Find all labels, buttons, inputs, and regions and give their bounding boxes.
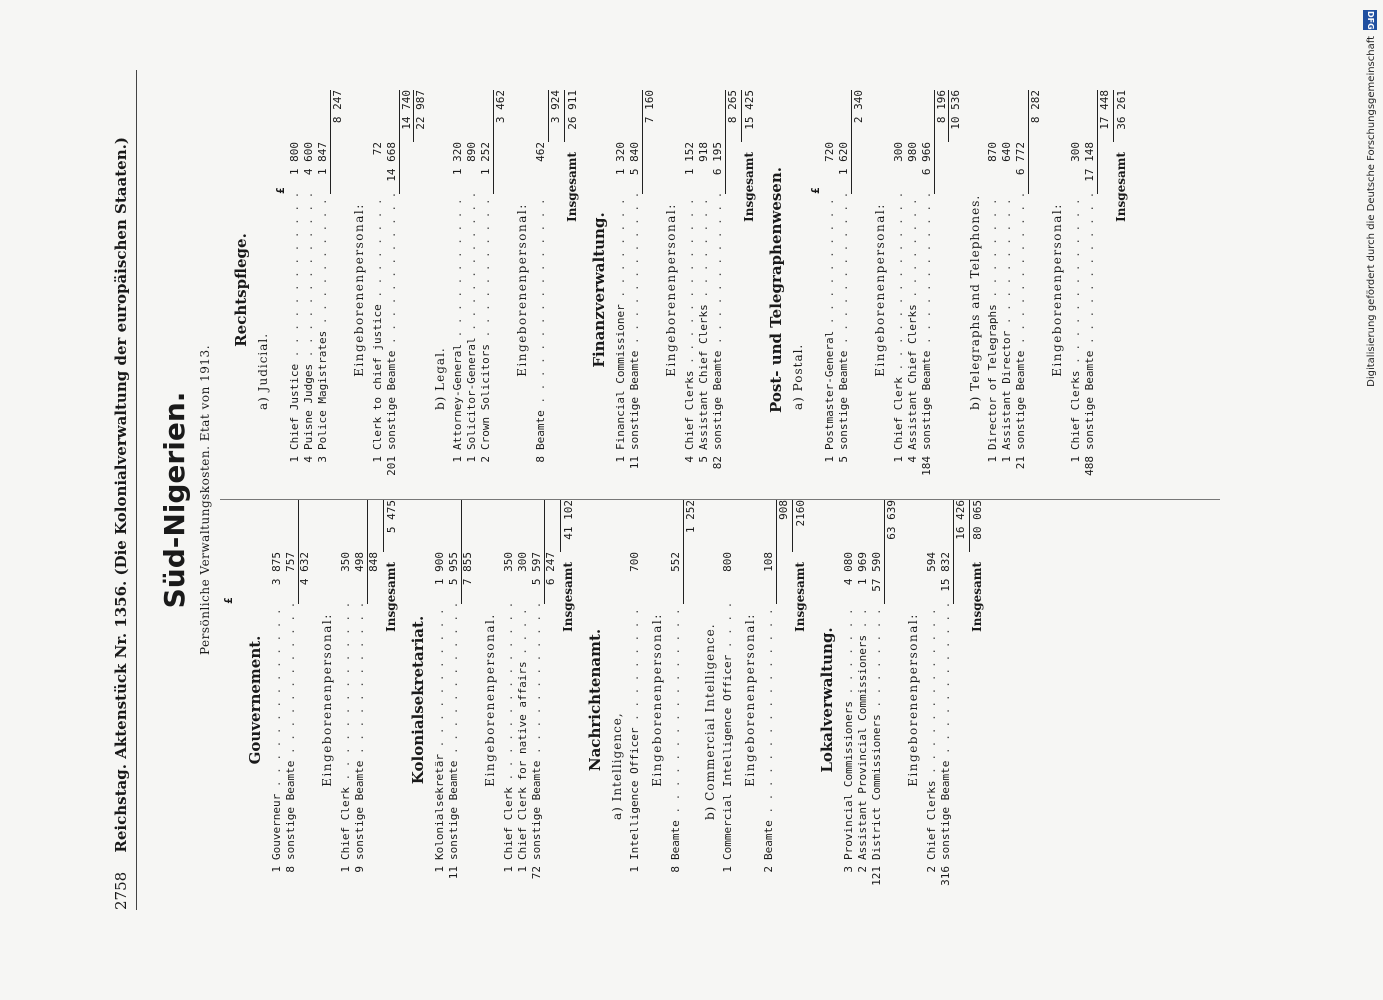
subtotal: 8 196	[934, 90, 948, 490]
subtotal: 7 855	[461, 500, 475, 900]
section-title: Nachrichtenamt.	[585, 628, 604, 772]
native-staff-heading: Eingeborenenpersonal:	[905, 613, 920, 787]
table-row: 3 Provincial Commissioners . . . 4 080	[842, 500, 856, 900]
subsection-label: b) Commercial Intelligence.	[702, 623, 717, 820]
subtotal: 2 340	[851, 90, 865, 490]
table-row: 8 Beamte . . . 552	[669, 500, 683, 900]
table-row: 121 District Commissioners . . . 57 590	[870, 500, 884, 900]
table-row: 1 Attorney-General . . . 1 320	[451, 90, 465, 490]
table-row: 1 Assistant Director . . . 640	[1000, 90, 1014, 490]
subtotal: 1 252	[683, 500, 697, 900]
table-row: 1 Chief Clerk for native affairs . . . 300	[516, 500, 530, 900]
table-row: 82 sonstige Beamte . . . 6 195	[711, 90, 725, 490]
page-number: 2758	[111, 871, 130, 910]
section-title: Lokalverwaltung.	[817, 627, 836, 773]
left-column	[222, 500, 985, 900]
section-title: Finanzverwaltung.	[589, 212, 608, 368]
table-row: 1 Financial Commissioner . . . 1 320	[614, 90, 628, 490]
table-row: 8 Beamte . . . 462	[534, 90, 548, 490]
native-staff-heading: Eingeborenenpersonal:	[1049, 203, 1064, 377]
table-row: 1 Kolonialsekretär . . . 1 900	[433, 500, 447, 900]
native-staff-heading: Eingeborenenpersonal:	[514, 203, 529, 377]
digitization-note: Digitalisierung gefördert durch die Deutsche Forschungsgemeinschaft	[1366, 36, 1377, 387]
table-row: 1 Solicitor-General . . . 890	[465, 90, 479, 490]
native-staff-heading: Eingeborenenpersonal:	[649, 613, 664, 787]
table-row: 1 Chief Clerks . . . 300	[1069, 90, 1083, 490]
subtotal: 8 282	[1028, 90, 1042, 490]
subsection-label: b) Legal.	[432, 347, 447, 410]
table-row: 5 Assistant Chief Clerks . . . 918	[697, 90, 711, 490]
section-kolonialsekretariat	[409, 500, 576, 900]
table-row: 2 Crown Solicitors . . . 1 252	[479, 90, 493, 490]
section-title: Rechtspflege.	[231, 233, 250, 347]
subtotal: 22 987	[413, 90, 427, 490]
subtotal: 848	[367, 500, 381, 900]
section-total: Insgesamt 36 261	[1113, 90, 1128, 222]
table-row: 1 Chief Clerk . . . 350	[339, 500, 353, 900]
subtotal: 3 462	[493, 90, 507, 490]
table-row: 2 Beamte . . . 108	[762, 500, 776, 900]
section-total: Insgesamt 15 425	[741, 90, 756, 222]
table-row: 1 Chief Clerk . . . 300	[892, 90, 906, 490]
table-row: 11 sonstige Beamte . . . 5 955	[447, 500, 461, 900]
subsection-label: a) Intelligence,	[609, 712, 624, 820]
native-staff-heading: Eingeborenenpersonal:	[872, 203, 887, 377]
table-row: 8 sonstige Beamte . . . 757	[284, 500, 298, 900]
subtotal: 17 448	[1097, 90, 1111, 490]
native-staff-heading: Eingeborenenpersonal:	[742, 613, 757, 787]
dfg-logo: DFG	[1363, 10, 1377, 30]
table-row: 1 Chief Justice . . . 1 800	[288, 90, 302, 490]
section-total: Insgesamt 26 911	[564, 90, 579, 222]
subtotal: 14 740	[399, 90, 413, 490]
subtotal: 16 426	[953, 500, 967, 900]
table-row: 316 sonstige Beamte . . . 15 832	[939, 500, 953, 900]
table-row: 72 sonstige Beamte . . . 5 597	[530, 500, 544, 900]
table-row: 1 Director of Telegraphs . . . 870	[986, 90, 1000, 490]
table-row: 1 Postmaster-General . . . 720	[823, 90, 837, 490]
table-row: 5 sonstige Beamte . . . 1 620	[837, 90, 851, 490]
table-row: 184 sonstige Beamte . . . 6 966	[920, 90, 934, 490]
subtotal: 8 265	[725, 90, 739, 490]
subtotal: 10 536	[948, 90, 962, 490]
subtotal: 3 924	[548, 90, 562, 490]
native-staff-heading: Eingeborenenpersonal:	[663, 203, 678, 377]
table-row: 488 sonstige Beamte . . . 17 148	[1083, 90, 1097, 490]
section-finanzverwaltung	[590, 90, 757, 490]
section-lokalverwaltung	[818, 500, 985, 900]
section-total: Insgesamt 5 475	[383, 500, 398, 632]
subsection-label: b) Telegraphs and Telephones.	[967, 194, 982, 410]
page-title: Süd-Nigerien.	[157, 391, 191, 609]
section-title: Kolonialsekretariat.	[408, 615, 427, 785]
table-row: 4 Chief Clerks . . . 1 152	[683, 90, 697, 490]
table-row: 11 sonstige Beamte . . . 5 840	[628, 90, 642, 490]
right-column	[222, 90, 1129, 490]
table-row: 1 Gouverneur . . . 3 875	[270, 500, 284, 900]
native-staff-heading: Eingeborenenpersonal.	[482, 613, 497, 787]
running-header	[112, 70, 130, 910]
rotated-page	[72, 50, 1312, 950]
page-subtitle: Persönliche Verwaltungskosten. Etat von 1913.	[197, 344, 212, 656]
section-title: Post- und Telegraphenwesen.	[766, 167, 785, 413]
table-row: 1 Clerk to chief justice . . . 72	[371, 90, 385, 490]
subtotal: 8 247	[330, 90, 344, 490]
section-nachrichtenamt	[586, 500, 808, 900]
subtotal: 6 247	[544, 500, 558, 900]
subtotal: 63 639	[884, 500, 898, 900]
dfg-credit	[1363, 10, 1377, 990]
section-gouvernement	[246, 500, 399, 900]
section-total: Insgesamt 2160	[792, 500, 807, 632]
table-row: 2 Chief Clerks . . . 594	[925, 500, 939, 900]
table-row: 1 Chief Clerk . . . 350	[502, 500, 516, 900]
currency-header: £	[273, 187, 287, 194]
native-staff-heading: Eingeborenenpersonal:	[351, 203, 366, 377]
currency-header: £	[221, 597, 235, 604]
subtotal: 7 160	[642, 90, 656, 490]
table-row: 1 Commercial Intelligence Officer . . . 800	[721, 500, 735, 900]
table-row: 4 Puisne Judges . . . 4 600	[302, 90, 316, 490]
subsection-label: a) Judicial.	[255, 332, 270, 410]
table-row: 201 sonstige Beamte . . . 14 668	[385, 90, 399, 490]
subtotal: 4 632	[298, 500, 312, 900]
section-total: Insgesamt 80 065	[969, 500, 984, 632]
subsection-label: a) Postal.	[790, 343, 805, 410]
header-rule	[136, 70, 137, 910]
subtotal: 908	[776, 500, 790, 900]
table-row: 9 sonstige Beamte . . . 498	[353, 500, 367, 900]
table-row: 3 Police Magistrates . . . 1 847	[316, 90, 330, 490]
section-rechtspflege	[232, 90, 580, 490]
native-staff-heading: Eingeborenenpersonal:	[319, 613, 334, 787]
table-row: 21 sonstige Beamte . . . 6 772	[1014, 90, 1028, 490]
section-title: Gouvernement.	[245, 635, 264, 765]
section-post	[767, 90, 1129, 490]
running-title: Reichstag. Aktenstück Nr. 1356. (Die Kolonialverwaltung der europäischen Staaten.)	[111, 137, 130, 853]
table-row: 4 Assistant Chief Clerks . . . 980	[906, 90, 920, 490]
currency-header: £	[808, 187, 822, 194]
section-total: Insgesamt 41 102	[560, 500, 575, 632]
table-row: 1 Intelligence Officer . . . 700	[628, 500, 642, 900]
table-row: 2 Assistant Provincial Commissioners . . . 1 969	[856, 500, 870, 900]
